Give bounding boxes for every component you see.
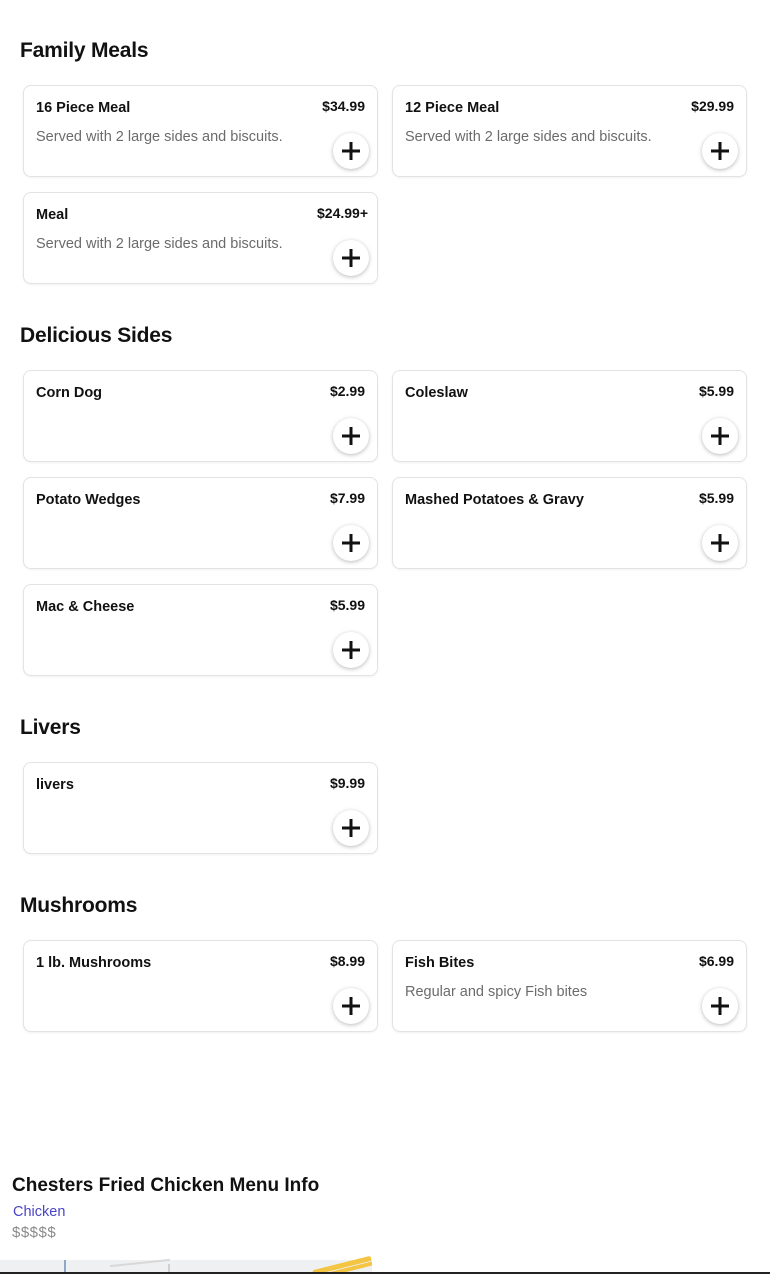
add-item-button[interactable] xyxy=(702,988,738,1024)
menu-item-card[interactable] xyxy=(23,762,378,854)
plus-icon xyxy=(342,142,360,160)
plus-icon xyxy=(342,819,360,837)
item-name: 1 lb. Mushrooms xyxy=(36,955,152,971)
plus-icon xyxy=(711,427,729,445)
add-item-button[interactable] xyxy=(333,133,369,169)
plus-icon xyxy=(342,997,360,1015)
item-name: 12 Piece Meal xyxy=(405,100,500,116)
menu-info-title: Chesters Fried Chicken Menu Info xyxy=(12,1175,320,1196)
add-item-button[interactable] xyxy=(333,632,369,668)
map-edge xyxy=(372,1260,770,1274)
item-name: Potato Wedges xyxy=(36,492,141,508)
section-title: Family Meals xyxy=(20,39,149,62)
item-price: $5.99 xyxy=(698,490,734,506)
plus-icon xyxy=(342,427,360,445)
item-name: livers xyxy=(36,777,74,793)
category-link[interactable]: Chicken xyxy=(13,1204,66,1220)
item-description: Served with 2 large sides and biscuits. xyxy=(405,129,652,145)
item-price: $7.99 xyxy=(329,490,365,506)
plus-icon xyxy=(711,534,729,552)
add-item-button[interactable] xyxy=(333,525,369,561)
item-price: $29.99 xyxy=(691,98,734,114)
menu-item-card[interactable] xyxy=(23,940,378,1032)
item-description: Served with 2 large sides and biscuits. xyxy=(36,236,283,252)
menu-item-card[interactable] xyxy=(392,940,747,1032)
item-price: $8.99 xyxy=(329,953,365,969)
add-item-button[interactable] xyxy=(333,240,369,276)
plus-icon xyxy=(342,641,360,659)
item-price: $24.99+ xyxy=(317,205,368,221)
item-description: Regular and spicy Fish bites xyxy=(405,984,588,1000)
section-title: Livers xyxy=(20,716,81,739)
item-price: $5.99 xyxy=(329,597,365,613)
add-item-button[interactable] xyxy=(333,988,369,1024)
item-name: Meal xyxy=(36,207,69,223)
map-road xyxy=(110,1259,170,1267)
price-range: $$$$$ xyxy=(12,1224,57,1241)
plus-icon xyxy=(342,534,360,552)
item-price: $2.99 xyxy=(329,383,365,399)
item-name: Coleslaw xyxy=(405,385,468,401)
menu-item-card[interactable] xyxy=(392,477,747,569)
section-title: Mushrooms xyxy=(20,894,138,917)
menu-item-card[interactable] xyxy=(23,192,378,284)
add-item-button[interactable] xyxy=(702,525,738,561)
add-item-button[interactable] xyxy=(702,418,738,454)
item-name: 16 Piece Meal xyxy=(36,100,131,116)
item-name: Mashed Potatoes & Gravy xyxy=(405,492,584,508)
item-name: Corn Dog xyxy=(36,385,103,401)
item-description: Served with 2 large sides and biscuits. xyxy=(36,129,283,145)
item-price: $6.99 xyxy=(698,953,734,969)
plus-icon xyxy=(711,997,729,1015)
item-price: $34.99 xyxy=(322,98,365,114)
item-name: Mac & Cheese xyxy=(36,599,135,615)
plus-icon xyxy=(342,249,360,267)
menu-item-card[interactable] xyxy=(23,584,378,676)
add-item-button[interactable] xyxy=(333,418,369,454)
item-price: $9.99 xyxy=(329,775,365,791)
map-preview[interactable] xyxy=(0,1260,770,1274)
add-item-button[interactable] xyxy=(702,133,738,169)
menu-item-card[interactable] xyxy=(23,85,378,177)
item-price: $5.99 xyxy=(698,383,734,399)
section-title: Delicious Sides xyxy=(20,324,173,347)
menu-item-card[interactable] xyxy=(392,85,747,177)
menu-item-card[interactable] xyxy=(23,370,378,462)
item-name: Fish Bites xyxy=(405,955,475,971)
menu-item-card[interactable] xyxy=(392,370,747,462)
menu-item-card[interactable] xyxy=(23,477,378,569)
add-item-button[interactable] xyxy=(333,810,369,846)
plus-icon xyxy=(711,142,729,160)
